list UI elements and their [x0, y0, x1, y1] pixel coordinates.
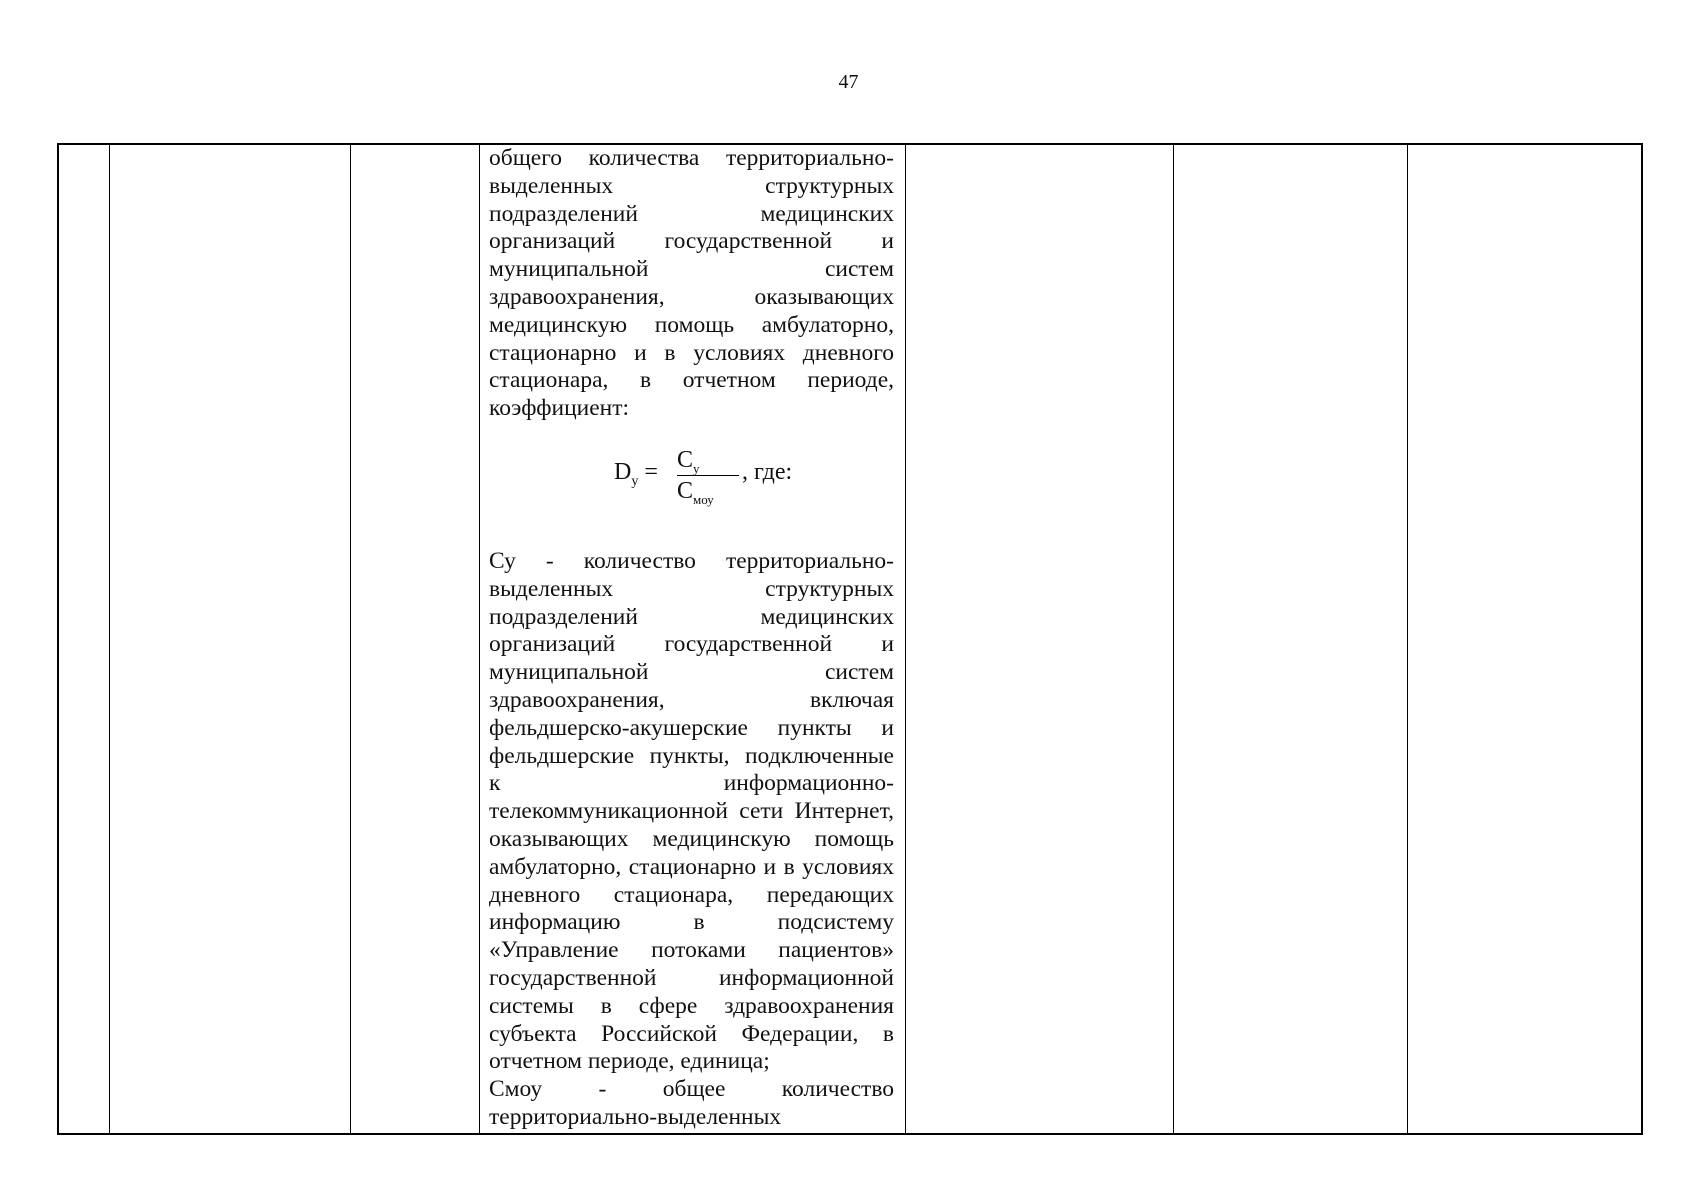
column-divider	[905, 145, 906, 1133]
column-divider	[109, 145, 110, 1133]
formula-num-main: C	[677, 447, 694, 473]
text-line: государственной информационной	[489, 964, 894, 991]
formula-lhs-sub: у	[631, 474, 639, 489]
formula-equals: =	[644, 459, 658, 485]
column-divider	[1407, 145, 1408, 1133]
page-number: 47	[838, 71, 859, 93]
coefficient-formula	[489, 445, 909, 535]
indicator-table	[57, 143, 1643, 1135]
text-line: «Управление потоками пациентов»	[489, 937, 894, 964]
text-line: муниципальной систем	[489, 256, 894, 283]
text-line: организаций государственной и	[489, 631, 894, 658]
column-divider	[1173, 145, 1174, 1133]
text-line: территориально-выделенных	[489, 1103, 782, 1130]
text-line: фельдшерские пункты, подключенные	[489, 742, 894, 769]
formula-denominator	[677, 476, 739, 506]
formula-num-sub: у	[693, 461, 700, 476]
text-line: стационарно и в условиях дневного	[489, 339, 894, 366]
text-line: дневного стационара, передающих	[489, 881, 894, 908]
text-line: фельдшерско-акушерские пункты и	[489, 714, 894, 741]
intro-paragraph	[489, 145, 894, 423]
text-line: выделенных структурных	[489, 575, 894, 602]
formula-numerator	[677, 445, 739, 475]
text-line: Смоу - общее количество	[489, 1076, 894, 1103]
text-line: подразделений медицинских	[489, 200, 894, 227]
text-line: информацию в подсистему	[489, 909, 894, 936]
text-line: здравоохранения, оказывающих	[489, 283, 894, 310]
text-line: выделенных структурных	[489, 172, 894, 199]
text-line: общего количества территориально-	[489, 145, 894, 171]
formula-lhs-main: D	[614, 459, 632, 485]
column-divider	[350, 145, 351, 1133]
text-line: коэффициент:	[489, 395, 630, 422]
text-line: стационара, в отчетном периоде,	[489, 367, 894, 394]
text-line: оказывающих медицинскую помощь	[489, 825, 894, 852]
text-line: Су - количество территориально-	[489, 548, 894, 574]
formula-tail: , где:	[742, 459, 793, 485]
text-line: организаций государственной и	[489, 228, 894, 255]
text-line: муниципальной систем	[489, 659, 894, 686]
text-line: телекоммуникационной сети Интернет,	[489, 798, 894, 825]
text-line: системы в сфере здравоохранения	[489, 992, 894, 1019]
formula-den-main: C	[677, 478, 694, 504]
text-line: здравоохранения, включая	[489, 686, 894, 713]
column-divider	[479, 145, 480, 1133]
formula-lhs	[614, 459, 658, 490]
text-line: отчетном периоде, единица;	[489, 1048, 770, 1075]
formula-fraction	[677, 445, 739, 506]
formula-den-sub: моу	[693, 492, 714, 507]
text-line: субъекта Российской Федерации, в	[489, 1020, 894, 1047]
text-line: подразделений медицинских	[489, 603, 894, 630]
text-line: медицинскую помощь амбулаторно,	[489, 311, 894, 338]
text-line: амбулаторно, стационарно и в условиях	[489, 853, 894, 880]
definitions-paragraph	[489, 548, 894, 1132]
text-line: к информационно-	[489, 770, 894, 797]
